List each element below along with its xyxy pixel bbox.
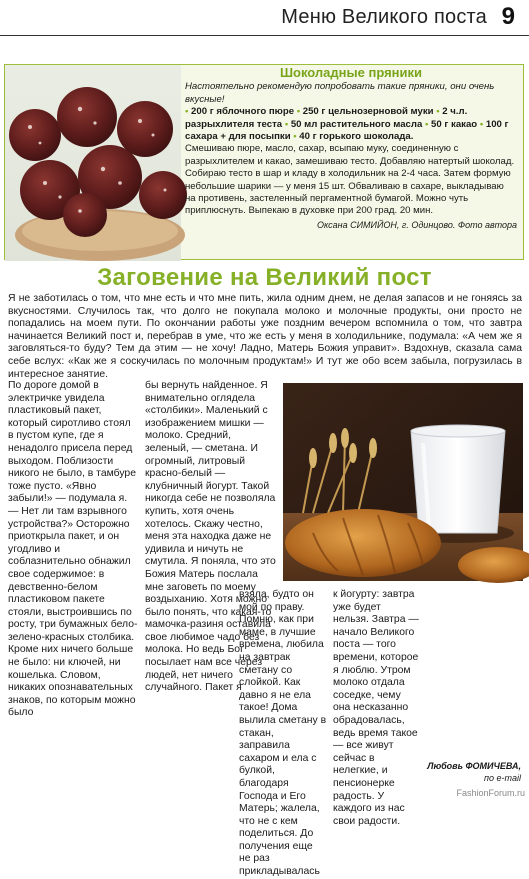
article-lead: Я не заботилась о том, что мне есть и что мне пить, жила одним днем, не делая запасов и не гоняясь за вкусностями. Случилось так, что долго не покупала молоко и молочные продукты, они просто не попадались на моем пути. По окончании работы уже поздним вечером вспомнила о том, что завтра начинается Великий пост и, перебрав в уме, что же есть у меня в холодильнике, подумала: «А чем же я заговляться-то буду? Тем да этим — не хочу! Ладно, Матерь Божия управит». Вздохнув, сказала сама себе вслух: «Как же я соскучилась по молочным продуктам!» И тут же обо всем забыла, погрузилась в интересное занятие. [8, 293, 522, 380]
column-text: бы вернуть найденное. Я внимательно оглядела «столбики». Маленький с изображением мишки — молоко. Средний, зеленый, — сметана. И огромный, литровый красно-белый — клубничный йогурт. Такой никогда себе не позволяла купить, хотя очень хотелось. Скажу честно, меня эта находка даже не удивила и ничуть не смутила. Я поняла, что это Божия Матерь послала мне заговеть по моему воздыханию. Хотя можно было понять, что какая-то мамочка-разиня оставила свое любимое чадо без молока. Но ведь Бог посылает нам все через людей, нет ничего случайного. Пакет я [145, 380, 276, 694]
page-header [0, 0, 529, 36]
ingredient: 250 г цельнозерновой муки [302, 106, 434, 118]
ingredient: 40 г горького шоколада. [299, 131, 414, 143]
recipe-body [185, 67, 517, 231]
ingredient: 100 г сахара + для посыпки [185, 118, 509, 143]
recipe-method: Смешиваю пюре, масло, сахар, всыпаю муку, соединенную с разрыхлителем и какао, замешиваю тесто. Добавляю натертый шоколад. Собираю тесто в шар и кладу в холодильник на 2-4 часа. Затем формую небольшие шарики — у меня 15 шт. Обваливаю в сахаре, выкладываю на противень, застеленный пергаментной бумагой. Можно чуть приплюснуть. Выпекаю в духовке при 200 град. 20 мин. [185, 143, 515, 217]
article-column-1 [8, 380, 139, 720]
gingerbread-photo [5, 65, 181, 261]
article-column-4 [333, 589, 419, 828]
ingredient: 50 мл растительного масла [290, 118, 423, 130]
milk-bread-illustration [283, 383, 523, 581]
milk-bread-photo [283, 383, 523, 581]
ingredient: 2 ч.л. разрыхлителя теста [185, 106, 468, 130]
section-title: Меню Великого поста [281, 6, 487, 28]
article-column-3 [239, 589, 327, 879]
column-text: По дороге домой в электричке увидела пластиковый пакет, который сиротливо стоял в пустом купе, где я ненадолго присела перед выходом. Поблизости никого не было, в тамбуре тоже пусто. «Явно забыли!» — подумала я. — Нет ли там взрывного устройства?» Осторожно приоткрыла пакет, и он угодливо и соблазнительно обнажил свое содержимое: в девственно-белом пластиковом пакете стояли, выстроившись по росту, три бумажных бело-зелено-красных столбика. Кроме них ничего больше не было: ни ключей, ни кошелька. Словом, никаких опознавательных знаков, по которым можно было [8, 380, 138, 719]
ingredient: 50 г какао [431, 118, 478, 130]
author-name: Любовь ФОМИЧЕВА, [427, 761, 521, 771]
recipe-intro: Настоятельно рекомендую попробовать такие пряники, они очень вкусные! [185, 81, 495, 105]
recipe-title: Шоколадные пряники [279, 65, 423, 80]
recipe-box [4, 64, 524, 260]
header-rule [0, 35, 529, 36]
gingerbread-illustration [5, 65, 181, 261]
column-text: к йогурту: завтра уже будет нельзя. Завтра — начало Великого поста — того времени, которое я люблю. Утром молоко отдала соседке, чему она несказанно обрадовалась, ведь время такое — все живут сейчас в нелегкие, и пенсионерке радость. У каждого из нас свои радости. [333, 589, 419, 827]
recipe-ingredients: • 200 г яблочного пюре • 250 г цельнозерновой муки • 2 ч.л. разрыхлителя теста • 50 мл растительного масла • 50 г какао • 100 г сахара + для посыпки • 40 г горького шоколада. [185, 106, 509, 143]
article-author [427, 760, 521, 784]
page-number: 9 [501, 3, 515, 30]
recipe-signature: Оксана СИМИЙОН, г. Одинцово. Фото автора [316, 219, 517, 230]
article-title: Заговение на Великий пост [97, 264, 432, 291]
site-watermark: FashionForum.ru [456, 788, 525, 798]
ingredient: 200 г яблочного пюре [191, 106, 295, 118]
author-source: по e-mail [484, 773, 521, 783]
column-text: взяла, будто он мой по праву. Помню, как при маме, в лучшие времена, любила на завтрак сметану со слойкой. Как давно я не ела такое! Дома вылила сметану в стакан, заправила сахаром и ела с булкой, благодаря Господа и Его Матерь; жалела, что не с кем поделиться. До получения еще не раз прикладывалась [239, 589, 327, 878]
